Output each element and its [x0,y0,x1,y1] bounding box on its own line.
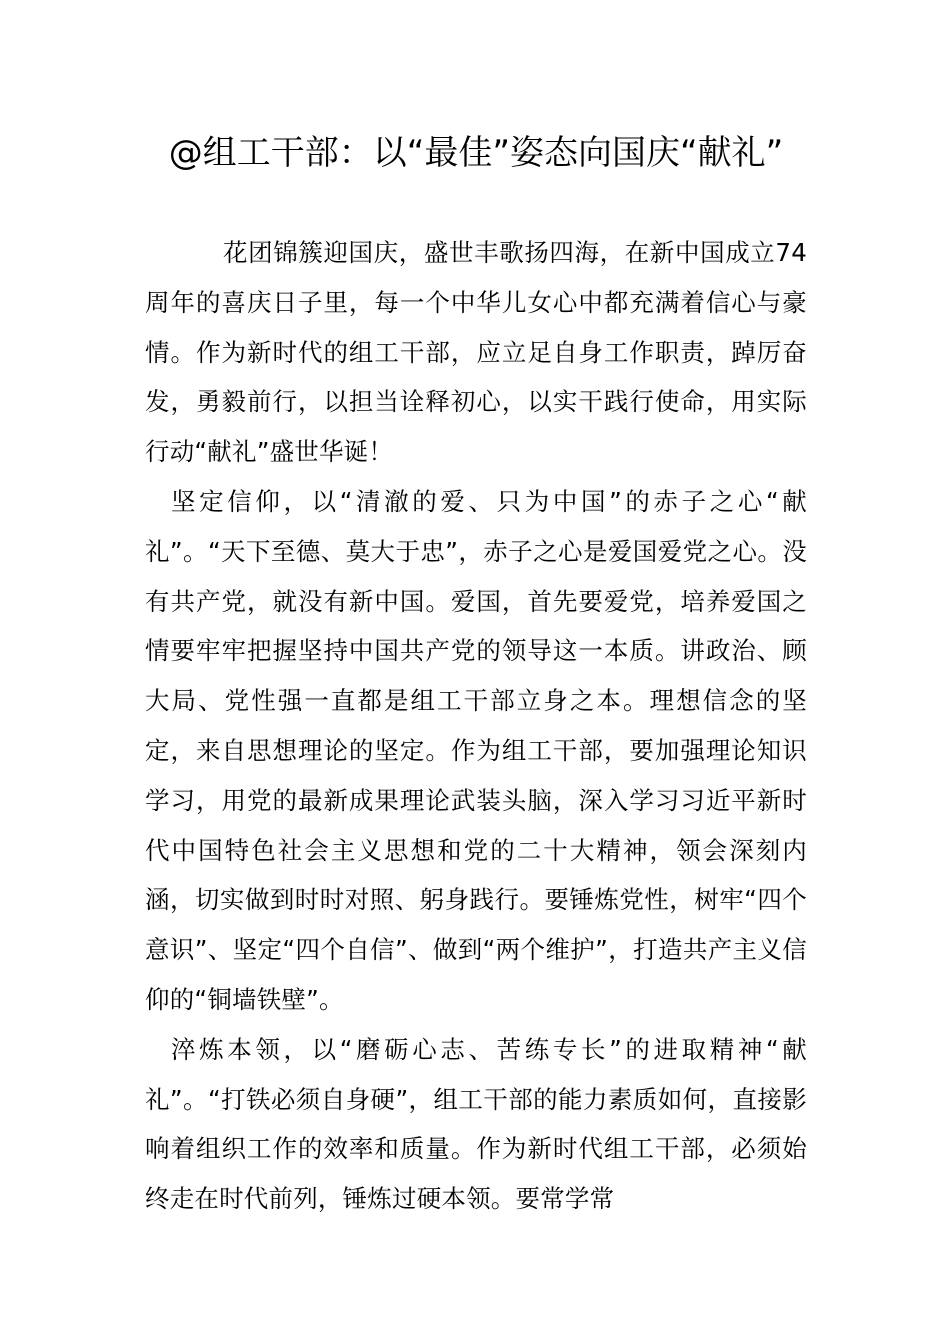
paragraph-belief: 坚定信仰，以“清澈的爱、只为中国”的赤子之心“献礼”。“天下至德、莫大于忠”，赤子之心是爱国爱党之心。没有共产党，就没有新中国。爱国，首先要爱党，培养爱国之情要牢牢把握坚持中国共产党的领导这一本质。讲政治、顾大局、党性强一直都是组工干部立身之本。理想信念的坚定，来自思想理论的坚定。作为组工干部，要加强理论知识学习，用党的最新成果理论武装头脑，深入学习习近平新时代中国特色社会主义思想和党的二十大精神，领会深刻内涵，切实做到时时对照、躬身践行。要锤炼党性，树牢“四个意识”、坚定“四个自信”、做到“两个维护”，打造共产主义信仰的“铜墙铁壁”。 [145,486,807,1014]
document-title: @组工干部：以“最佳”姿态向国庆“献礼” [168,133,784,173]
paragraph-skills: 淬炼本领，以“磨砺心志、苦练专长”的进取精神“献礼”。“打铁必须自身硬”，组工干部的能力素质如何，直接影响着组织工作的效率和质量。作为新时代组工干部，必须始终走在时代前列，锤炼过硬本领。要常学常 [145,1034,807,1214]
document-body [145,228,807,1224]
paragraph-intro: 花团锦簇迎国庆，盛世丰歌扬四海，在新中国成立74周年的喜庆日子里，每一个中华儿女心中都充满着信心与豪情。作为新时代的组工干部，应立足自身工作职责，踔厉奋发，勇毅前行，以担当诠释初心，以实干践行使命，用实际行动“献礼”盛世华诞！ [145,238,807,467]
